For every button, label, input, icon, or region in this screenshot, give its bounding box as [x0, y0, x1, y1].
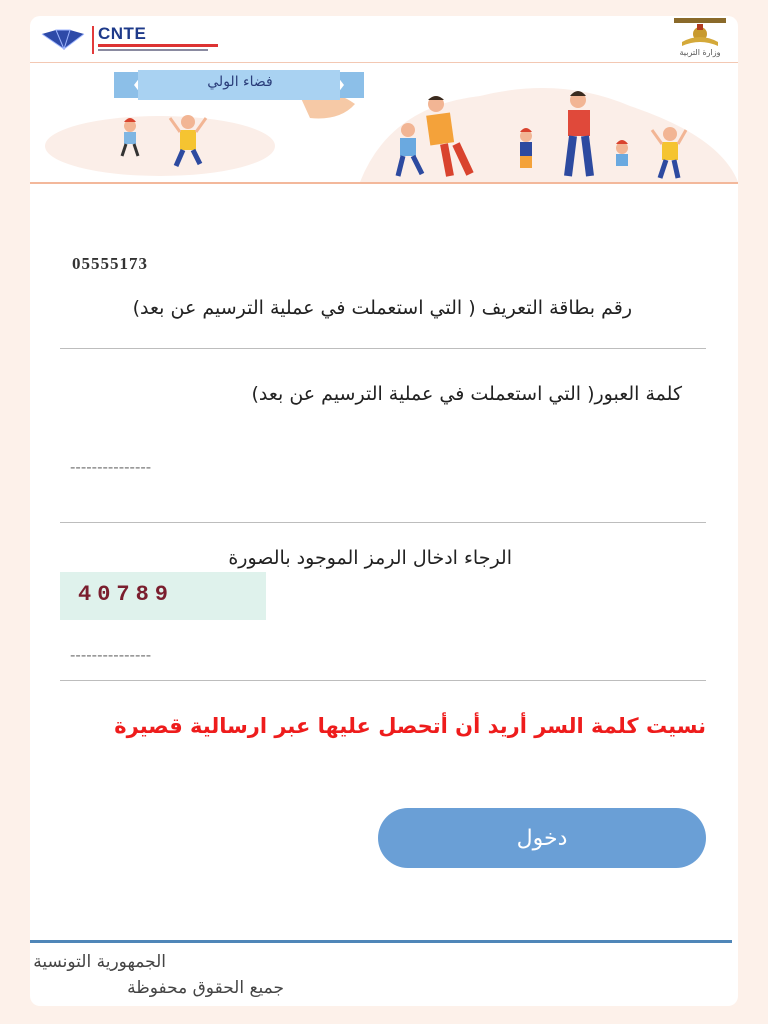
- captcha-code: 40789: [78, 582, 175, 607]
- banner-title: فضاء الولي: [207, 74, 273, 90]
- captcha-input[interactable]: [70, 642, 270, 668]
- brand-tagline-bar: [98, 44, 218, 47]
- hero-banner: [30, 66, 738, 182]
- brand-tagline-bar-2: [98, 49, 208, 51]
- id-divider: [60, 348, 706, 349]
- forgot-password-link[interactable]: نسيت كلمة السر أريد أن أتحصل عليها عبر ارسالية قصيرة: [114, 714, 706, 738]
- login-card: [30, 16, 738, 1006]
- brand-name: CNTE: [98, 24, 147, 43]
- password-divider: [60, 522, 706, 523]
- captcha-image: [60, 572, 266, 620]
- header: [30, 16, 738, 62]
- header-divider: [30, 62, 738, 63]
- cnte-mark-icon: [40, 28, 86, 50]
- footer-country: الجمهورية التونسية: [33, 952, 166, 972]
- banner-divider: [30, 182, 738, 184]
- ministry-label: وزارة التربية: [679, 48, 721, 57]
- ministry-emblem-icon: [668, 16, 732, 50]
- password-label: كلمة العبور( التي استعملت في عملية الترسيم عن بعد): [251, 383, 682, 405]
- captcha-divider: [60, 680, 706, 681]
- cnte-logo[interactable]: [40, 24, 210, 58]
- ministry-logo: [668, 16, 732, 62]
- captcha-label: الرجاء ادخال الرمز الموجود بالصورة: [228, 547, 512, 569]
- footer-divider: [30, 940, 732, 943]
- footer-copyright: جميع الحقوق محفوظة: [127, 978, 284, 998]
- id-number-label: رقم بطاقة التعريف ( التي استعملت في عملية الترسيم عن بعد): [132, 297, 632, 319]
- login-button[interactable]: دخول: [378, 808, 706, 868]
- logo-separator: [92, 26, 94, 54]
- id-number-value[interactable]: 05555173: [72, 254, 148, 273]
- password-input[interactable]: [70, 454, 270, 480]
